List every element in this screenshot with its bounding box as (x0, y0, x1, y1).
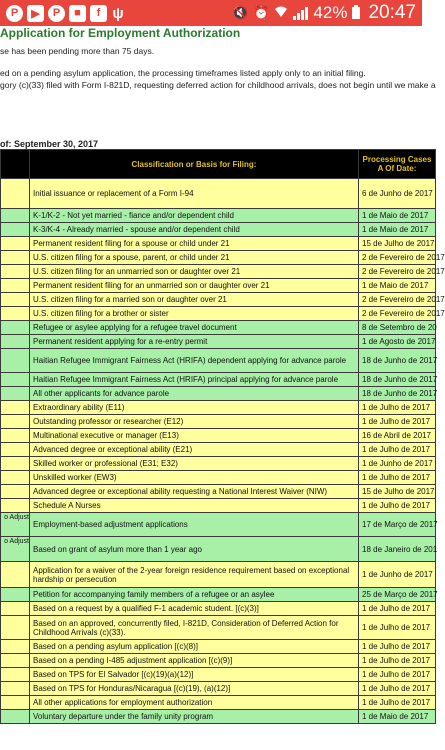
row-category-cell: o Adjust (1, 513, 30, 537)
row-processing-date: 2 de Fevereiro de 2017 (359, 293, 436, 307)
row-category-cell (1, 602, 30, 616)
row-category-cell (1, 179, 30, 209)
row-classification: Permanent resident filing for an unmarried son or daughter over 21 (30, 279, 359, 293)
row-classification: Skilled worker or professional (E31; E32) (30, 457, 359, 471)
table-row (1, 562, 436, 588)
row-category-cell (1, 654, 30, 668)
table-row (1, 279, 436, 293)
table-row (1, 429, 436, 443)
table-row (1, 682, 436, 696)
table-row (1, 471, 436, 485)
table-row (1, 373, 436, 387)
row-category-cell (1, 349, 30, 373)
row-processing-date: 25 de Março de 2017 (359, 588, 436, 602)
row-category-cell (1, 457, 30, 471)
clock: 20:47 (368, 2, 416, 23)
row-processing-date: 1 de Maio de 2017 (359, 279, 436, 293)
notification-icons (6, 5, 125, 22)
row-processing-date: 1 de Julho de 2017 (359, 668, 436, 682)
youtube-icon: ▶ (27, 5, 44, 22)
flipboard-icon: ■ (69, 5, 86, 22)
table-row (1, 251, 436, 265)
row-processing-date: 6 de Junho de 2017 (359, 179, 436, 209)
row-processing-date: 1 de Maio de 2017 (359, 710, 436, 724)
row-category-cell (1, 209, 30, 223)
row-processing-date: 1 de Junho de 2017 (359, 562, 436, 588)
row-classification: Based on TPS for Honduras/Nicaragua [(c)(19), (a)(12)] (30, 682, 359, 696)
row-category-cell (1, 321, 30, 335)
table-row (1, 537, 436, 562)
row-classification: Schedule A Nurses (30, 499, 359, 513)
row-classification: Haitian Refugee Immigrant Fairness Act (HRIFA) dependent applying for advance parole (30, 349, 359, 373)
table-row (1, 415, 436, 429)
status-bar (0, 0, 422, 26)
row-classification: Based on a pending I-485 adjustment application [(c)(9)] (30, 654, 359, 668)
row-category-cell (1, 279, 30, 293)
header-blank-cell (1, 150, 30, 179)
row-category-cell (1, 499, 30, 513)
table-row (1, 237, 436, 251)
table-row (1, 335, 436, 349)
row-processing-date: 2 de Fevereiro de 2017 (359, 307, 436, 321)
row-processing-date: 2 de Fevereiro de 2017 (359, 251, 436, 265)
row-processing-date: 17 de Março de 2017 (359, 513, 436, 537)
row-processing-date: 18 de Janeiro de 201 (359, 537, 436, 562)
row-category-cell: o Adjust (1, 537, 30, 562)
usb-icon: ψ (112, 4, 124, 22)
row-classification: Voluntary departure under the family unity program (30, 710, 359, 724)
row-processing-date: 15 de Julho de 2017 (359, 485, 436, 499)
row-category-cell (1, 335, 30, 349)
row-category-cell (1, 387, 30, 401)
processing-times-table (0, 149, 445, 724)
row-classification: Based on an approved, concurrently filed, I-821D, Consideration of Deferred Action for Childhood Arrivals (c)(33). (30, 616, 359, 640)
row-category-cell (1, 682, 30, 696)
row-classification: Extraordinary ability (E11) (30, 401, 359, 415)
row-classification: All other applications for employment authorization (30, 696, 359, 710)
header-processing-date: Processing Cases A Of Date: (359, 150, 436, 179)
row-processing-date: 1 de Julho de 2017 (359, 616, 436, 640)
row-classification: Outstanding professor or researcher (E12) (30, 415, 359, 429)
mute-icon: 🔇 (232, 5, 249, 20)
table-row (1, 499, 436, 513)
row-processing-date: 1 de Julho de 2017 (359, 602, 436, 616)
table-row (1, 640, 436, 654)
table-row (1, 654, 436, 668)
table-row (1, 588, 436, 602)
row-processing-date: 1 de Julho de 2017 (359, 654, 436, 668)
row-classification: Petition for accompanying family members of a refugee or an asylee (30, 588, 359, 602)
row-processing-date: 18 de Junho de 2017 (359, 373, 436, 387)
row-classification: Unskilled worker (EW3) (30, 471, 359, 485)
signal-icon (293, 7, 308, 20)
row-processing-date: 1 de Julho de 2017 (359, 401, 436, 415)
table-row (1, 293, 436, 307)
row-classification: Based on a request by a qualified F-1 academic student. [(c)(3)] (30, 602, 359, 616)
row-category-cell (1, 265, 30, 279)
row-classification: K-3/K-4 - Already married - spouse and/or dependent child (30, 223, 359, 237)
row-processing-date: 1 de Julho de 2017 (359, 640, 436, 654)
wifi-icon (274, 6, 288, 21)
row-classification: U.S. citizen filing for a brother or sister (30, 307, 359, 321)
row-classification: Based on TPS for El Salvador [(c)(19)(a)(12)] (30, 668, 359, 682)
battery-percentage: 42% (313, 3, 348, 22)
row-classification: U.S. citizen filing for a spouse, parent, or child under 21 (30, 251, 359, 265)
row-classification: Employment-based adjustment applications (30, 513, 359, 537)
as-of-date: of: September 30, 2017 (0, 139, 99, 149)
row-classification: Advanced degree or exceptional ability (E21) (30, 443, 359, 457)
row-classification: Based on a pending asylum application [(c)(8)] (30, 640, 359, 654)
table-row (1, 710, 436, 724)
row-classification: Refugee or asylee applying for a refugee travel document (30, 321, 359, 335)
row-category-cell (1, 562, 30, 588)
page-title: Application for Employment Authorization (0, 26, 241, 40)
row-processing-date: 18 de Junho de 2017 (359, 387, 436, 401)
row-category-cell (1, 429, 30, 443)
alarm-icon: ⏰ (253, 5, 270, 20)
row-category-cell (1, 443, 30, 457)
table-row (1, 485, 436, 499)
row-category-cell (1, 668, 30, 682)
row-category-cell (1, 307, 30, 321)
row-processing-date: 1 de Agosto de 2017 (359, 335, 436, 349)
table-row (1, 321, 436, 335)
pinterest-icon: P (6, 5, 23, 22)
table-row (1, 209, 436, 223)
table-row (1, 668, 436, 682)
row-processing-date: 1 de Julho de 2017 (359, 696, 436, 710)
row-category-cell (1, 293, 30, 307)
row-category-cell (1, 251, 30, 265)
row-processing-date: 1 de Julho de 2017 (359, 499, 436, 513)
row-classification: Multinational executive or manager (E13) (30, 429, 359, 443)
intro-line-2: ed on a pending asylum application, the processing timeframes listed apply only to an initial filing. (0, 68, 366, 78)
row-classification: Based on grant of asylum more than 1 year ago (30, 537, 359, 562)
row-classification: K-1/K-2 - Not yet married - fiance and/or dependent child (30, 209, 359, 223)
row-processing-date: 16 de Abril de 2017 (359, 429, 436, 443)
row-processing-date: 1 de Julho de 2017 (359, 682, 436, 696)
row-processing-date: 2 de Fevereiro de 2017 (359, 265, 436, 279)
row-classification: Permanent resident filing for a spouse or child under 21 (30, 237, 359, 251)
row-category-cell (1, 485, 30, 499)
row-classification: All other applicants for advance parole (30, 387, 359, 401)
row-processing-date: 8 de Setembro de 20 (359, 321, 436, 335)
row-category-cell (1, 373, 30, 387)
battery-icon (352, 5, 360, 22)
system-status (232, 2, 416, 24)
row-processing-date: 1 de Maio de 2017 (359, 223, 436, 237)
table-row (1, 401, 436, 415)
row-processing-date: 1 de Julho de 2017 (359, 443, 436, 457)
row-processing-date: 1 de Maio de 2017 (359, 209, 436, 223)
row-processing-date: 1 de Julho de 2017 (359, 471, 436, 485)
table-row (1, 307, 436, 321)
row-category-cell (1, 237, 30, 251)
table-row (1, 265, 436, 279)
table-row (1, 223, 436, 237)
row-processing-date: 1 de Julho de 2017 (359, 415, 436, 429)
table-row (1, 457, 436, 471)
row-category-cell (1, 696, 30, 710)
facebook-icon: f (90, 5, 107, 22)
row-category-cell (1, 640, 30, 654)
table-row (1, 513, 436, 537)
row-category-cell (1, 415, 30, 429)
row-processing-date: 15 de Julho de 2017 (359, 237, 436, 251)
table-row (1, 616, 436, 640)
row-classification: Permanent resident applying for a re-entry permit (30, 335, 359, 349)
table-row (1, 387, 436, 401)
row-classification: U.S. citizen filing for a married son or daughter over 21 (30, 293, 359, 307)
table-row (1, 349, 436, 373)
table-row (1, 696, 436, 710)
row-processing-date: 1 de Junho de 2017 (359, 457, 436, 471)
row-classification: Haitian Refugee Immigrant Fairness Act (HRIFA) principal applying for advance parole (30, 373, 359, 387)
web-page[interactable] (0, 26, 445, 750)
row-category-cell (1, 401, 30, 415)
row-category-cell (1, 223, 30, 237)
intro-line-1: se has been pending more than 75 days. (0, 46, 155, 56)
table-row (1, 443, 436, 457)
row-category-cell (1, 471, 30, 485)
row-category-cell (1, 588, 30, 602)
row-classification: Application for a waiver of the 2-year foreign residence requirement based on exceptional hardship or persecution (30, 562, 359, 588)
row-processing-date: 18 de Junho de 2017 (359, 349, 436, 373)
intro-line-3: gory (c)(33) filed with Form I-821D, requesting deferred action for childhood arrivals, does not begin until we make a (0, 80, 436, 90)
table-row (1, 179, 436, 209)
row-category-cell (1, 616, 30, 640)
header-classification: Classification or Basis for Filing: (30, 150, 359, 179)
row-classification: U.S. citizen filing for an unmarried son or daughter over 21 (30, 265, 359, 279)
row-classification: Advanced degree or exceptional ability requesting a National Interest Waiver (NIW) (30, 485, 359, 499)
table-row (1, 602, 436, 616)
p-icon: P (48, 5, 65, 22)
row-classification: Initial issuance or replacement of a Form I-94 (30, 179, 359, 209)
row-category-cell (1, 710, 30, 724)
